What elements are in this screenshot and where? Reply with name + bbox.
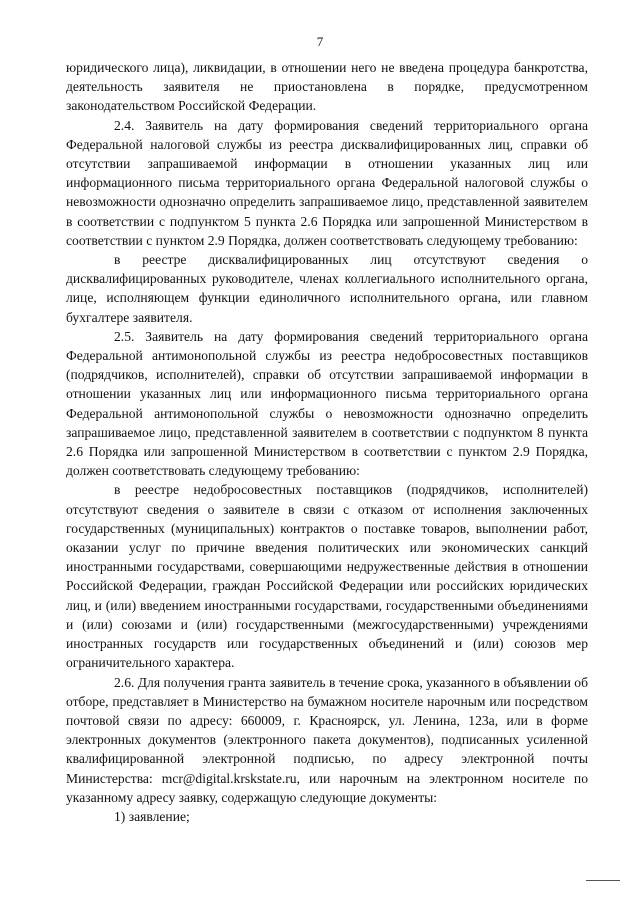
paragraph-2-4-requirement: в реестре дисквалифицированных лиц отсутствуют сведения о дисквалифицированных руководителе, членах коллегиального исполнительного органа, лице, исполняющем функции единоличного исполнительного органа, или главном бухгалтере заявителя.: [66, 252, 588, 325]
paragraph-2-5-requirement: в реестре недобросовестных поставщиков (подрядчиков, исполнителей) отсутствуют сведения о заявителе в связи с отказом от исполнения заключенных государственных (муниципальных) контрактов о поставке товаров, выполнении работ, оказании услуг по причине введения политических или экономических санкций иностранными государствами, совершающими недружественные действия в отношении Российской Федерации, граждан Российской Федерации или российских юридических лиц, и (или) введением иностранными государствами, государственными объединениями и (или) союзами и (или) государственными (межгосударственными) учреждениями иностранных государств или государственных объединений и (или) союзов мер ограничительного характера.: [66, 482, 588, 671]
footer-line: [586, 880, 620, 881]
page-number: 7: [316, 34, 324, 49]
paragraph-2-6: 2.6. Для получения гранта заявитель в течение срока, указанного в объявлении об отборе, представляет в Министерство на бумажном носителе нарочным или посредством почтовой связи по адресу: 660009, г. Красноярск, ул. Ленина, 123а, или в форме электронных документов (электронного пакета документов), подписанных усиленной квалифицированной электронной подписью, по адресу электронной почты Министерства: mcr@digital.krskstate.ru, или нарочным на электронном носителе по указанному адресу заявку, содержащую следующие документы:: [66, 674, 589, 805]
document-body: [66, 58, 588, 826]
list-item-1: 1) заявление;: [114, 808, 190, 824]
paragraph-2-5: 2.5. Заявитель на дату формирования сведений территориального органа Федеральной антимонопольной службы из реестра недобросовестных поставщиков (подрядчиков, исполнителей), справки об отсутствии запрашиваемой информации в отношении указанных лиц или информационного письма территориального органа Федеральной антимонопольной службы о невозможности однозначно определить запрашиваемое лицо, представленной заявителем в соответствии с подпунктом 8 пункта 2.6 Порядка или запрошенной Министерством в соответствии с пунктом 2.9 Порядка, должен соответствовать следующему требованию:: [66, 328, 588, 479]
paragraph-2-4: 2.4. Заявитель на дату формирования сведений территориального органа Федеральной налоговой службы из реестра дисквалифицированных лиц, справки об отсутствии запрашиваемой информации в отношении указанных лиц или информационного письма территориального органа Федеральной налоговой службы о невозможности однозначно определить запрашиваемое лицо, представленной заявителем в соответствии с подпунктом 5 пункта 2.6 Порядка или запрошенной Министерством в соответствии с пунктом 2.9 Порядка, должен соответствовать следующему требованию:: [66, 117, 588, 248]
paragraph-continuation: юридического лица), ликвидации, в отношении него не введена процедура банкротства, деятельность заявителя не приостановлена в порядке, предусмотренном законодательством Российской Федерации.: [66, 60, 588, 114]
